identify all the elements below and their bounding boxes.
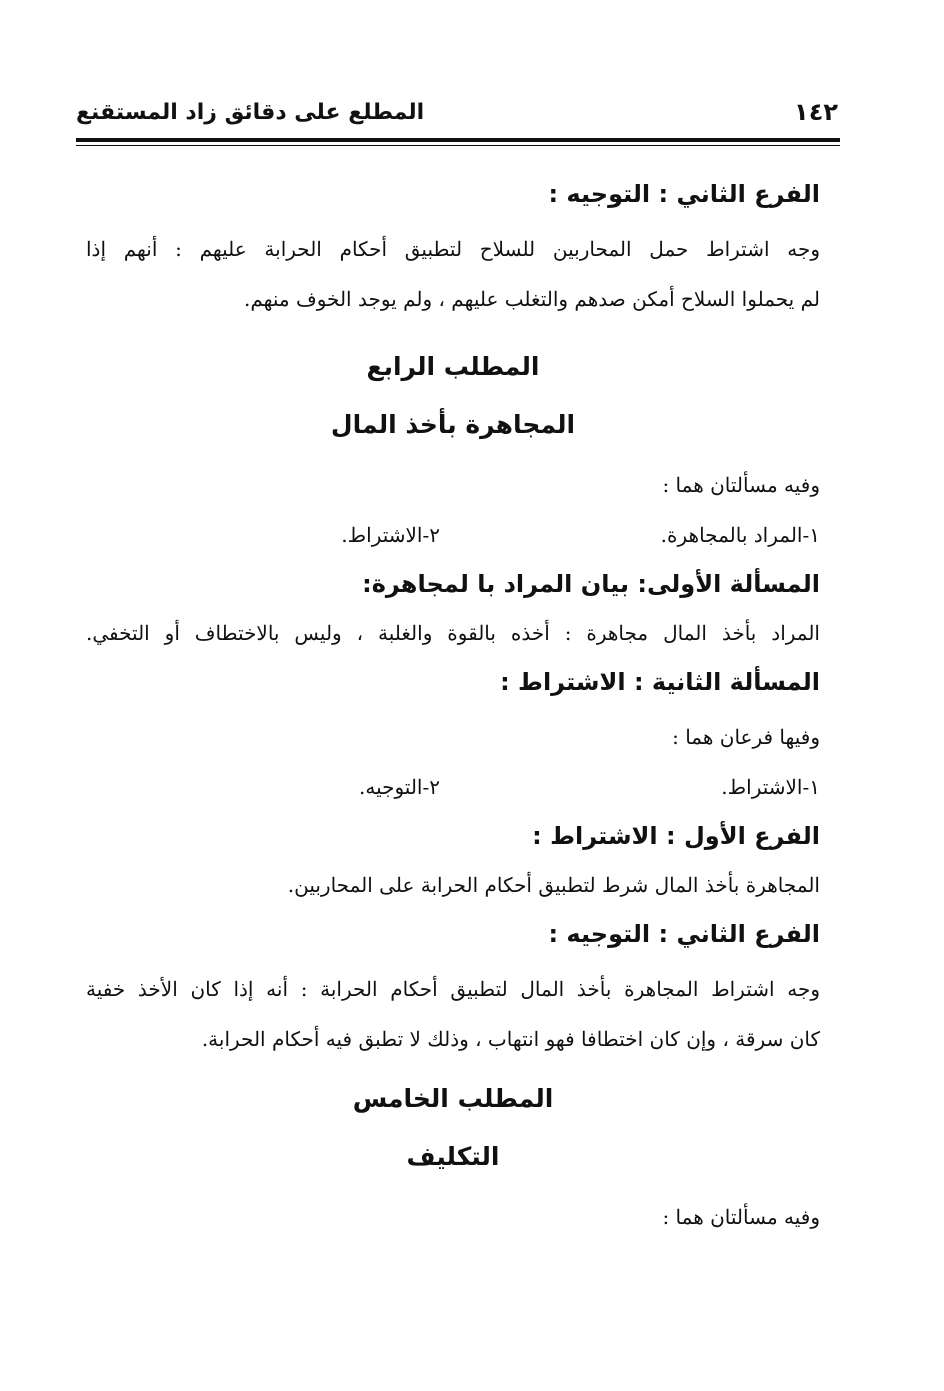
list-item: ١-المراد بالمجاهرة. [660,523,820,547]
list-item: ٢-الاشتراط. [341,523,440,547]
list-item: ١-الاشتراط. [721,775,820,799]
numbered-list [86,510,820,560]
spacer [86,324,820,338]
section-intro: وفيه مسألتان هما : [662,473,820,497]
list-item: ٢-التوجيه. [358,775,440,799]
branch-one-heading: الفرع الأول : الاشتراط : [532,822,820,850]
branch-two-heading: الفرع الثاني : التوجيه : [548,180,820,208]
paragraph-line: وجه اشتراط حمل المحاربين للسلاح لتطبيق أحكام الحرابة عليهم : أنهم إذا [86,237,820,261]
paragraph-line: وجه اشتراط المجاهرة بأخذ المال لتطبيق أحكام الحرابة : أنه إذا كان الأخذ خفية [86,977,820,1001]
question-one-heading: المسألة الأولى: بيان المراد با لمجاهرة: [362,570,820,598]
paragraph-line: كان سرقة ، وإن كان اختطافا فهو انتهاب ، وذلك لا تطبق فيه أحكام الحرابة. [201,1027,820,1051]
page-number: ١٤٢ [794,98,838,126]
section-subtitle: المجاهرة بأخذ المال [330,410,576,439]
question-two-heading: المسألة الثانية : الاشتراط : [500,668,820,696]
running-header [76,96,838,136]
page-content [86,170,820,1242]
book-title: المطلع على دقائق زاد المستقنع [76,100,425,125]
section-subtitle: التكليف [406,1142,500,1171]
branch-two-heading: الفرع الثاني : التوجيه : [548,920,820,948]
section-intro: وفيه مسألتان هما : [662,1205,820,1229]
paragraph-line: المجاهرة بأخذ المال شرط لتطبيق أحكام الحرابة على المحاربين. [287,873,820,897]
section-title: المطلب الرابع [366,352,540,381]
numbered-list [86,762,820,812]
paragraph-line: لم يحملوا السلاح أمكن صدهم والتغلب عليهم ، ولم يوجد الخوف منهم. [243,287,820,311]
header-rule [76,138,840,142]
section-intro: وفيها فرعان هما : [672,725,820,749]
section-title: المطلب الخامس [352,1084,554,1113]
paragraph-line: المراد بأخذ المال مجاهرة : أخذه بالقوة والغلبة ، وليس بالاختطاف أو التخفي. [86,621,820,645]
header-rule-thin [76,145,840,146]
